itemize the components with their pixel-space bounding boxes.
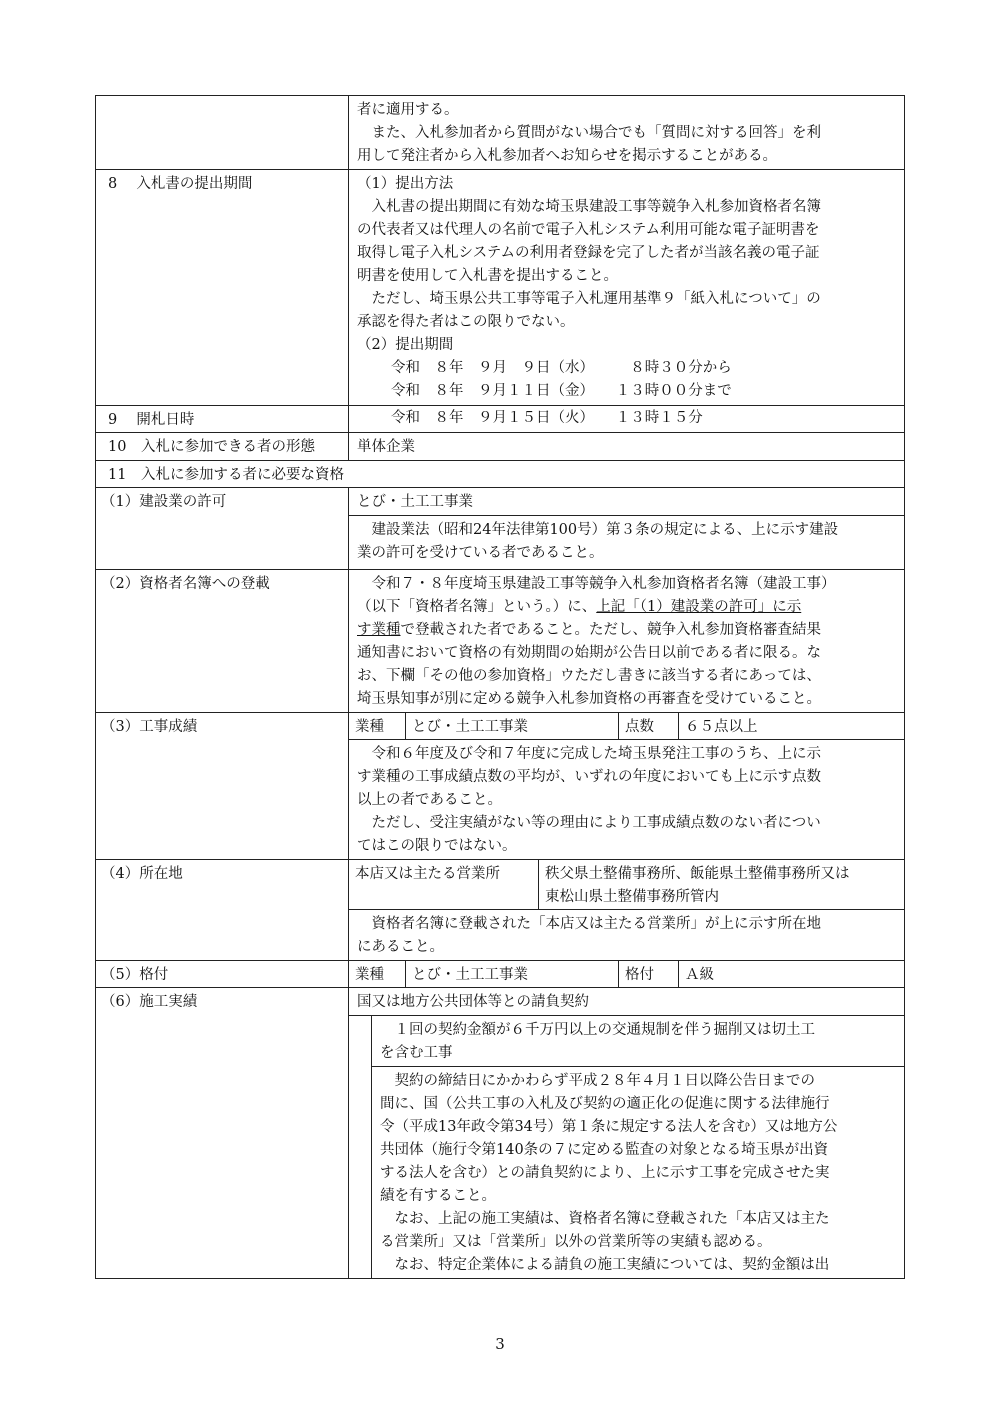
text-line: 契約の締結日にかかわらず平成２８年４月１日以降公告日までの: [380, 1073, 815, 1089]
row-registry-listing: [95, 570, 905, 713]
location-note: [349, 910, 904, 960]
text-line: １回の契約金額が６千万円以上の交通規制を伴う掘削又は切土工: [380, 1022, 815, 1038]
text-line: の代表者又は代理人の名前で電子入札システム利用可能な電子証明書を: [357, 222, 820, 238]
text-line: る営業所」又は「営業所」以外の営業所等の実績も認める。: [380, 1234, 772, 1250]
text-line: 績を有すること。: [380, 1188, 496, 1204]
period-to: 令和 ８年 ９月１１日（金） １３時００分まで: [391, 383, 732, 399]
text-line: 業の許可を受けている者であること。: [357, 545, 604, 561]
section-title: （1）提出方法: [357, 176, 454, 192]
row-label: （2）資格者名簿への登載: [96, 570, 349, 712]
row-value: [349, 961, 904, 987]
license-type: とび・土工工事業: [349, 488, 904, 516]
document-table: [95, 95, 905, 1279]
text-line: す業種の工事成績点数の平均が、いずれの年度においても上に示す点数: [357, 769, 821, 785]
row-value: [349, 433, 904, 460]
text-line: 承認を得た者はこの限りでない。: [357, 314, 575, 330]
grade-grid: [349, 961, 904, 987]
text-segment: で登載された者であること。ただし、競争入札参加資格審査結果: [400, 622, 821, 638]
text-line: 埼玉県知事が別に定める競争入札参加資格の再審査を受けていること。: [357, 691, 821, 707]
text-line: 令（平成13年政令第34号）第１条に規定する法人を含む）又は地方公: [380, 1119, 838, 1135]
location-grid: [349, 860, 904, 910]
office-value: [539, 860, 904, 909]
text-line: [357, 596, 898, 619]
row-label: （3）工事成績: [96, 713, 349, 859]
score-label: 点数: [619, 713, 679, 739]
text-line: する法人を含む）との請負契約により、上に示す工事を完成させた実: [380, 1165, 830, 1181]
row-participant-form: [95, 433, 905, 461]
row-value: [349, 713, 904, 859]
text-line: ただし、埼玉県公共工事等電子入札運用基準９「紙入札について」の: [357, 291, 821, 307]
grade-value: Ａ級: [685, 967, 714, 983]
score-value: ６５点以上: [685, 719, 758, 735]
row-value: [349, 96, 904, 169]
row-location: [95, 860, 905, 961]
nested-cell: [371, 1016, 904, 1278]
text-line: にあること。: [357, 939, 444, 955]
office-label: 本店又は主たる営業所: [349, 860, 539, 909]
row-value: [349, 170, 904, 405]
type-value: とび・土工工事業: [406, 713, 619, 739]
text-segment: （以下「資格者名簿」という。）に、: [357, 599, 597, 615]
row-construction-record: [95, 988, 905, 1279]
text-line: 用して発注者から入札参加者へお知らせを掲示することがある。: [357, 148, 778, 164]
text-line: 者に適用する。: [357, 102, 459, 118]
text-line: 建設業法（昭和24年法律第100号）第３条の規定による、上に示す建設: [357, 522, 839, 538]
row-label: 9 開札日時: [96, 406, 349, 432]
text-line: ただし、受注実績がない等の理由により工事成績点数のない者につい: [357, 815, 821, 831]
row-continuation: [95, 95, 905, 170]
text-line: なお、上記の施工実績は、資格者名簿に登載された「本店又は主た: [380, 1211, 830, 1227]
type-value: とび・土工工事業: [406, 961, 619, 987]
schedule: [349, 357, 904, 405]
row-label: 11 入札に参加する者に必要な資格: [108, 467, 344, 483]
text-line: また、入札参加者から質問がない場合でも「質問に対する回答」を利: [357, 125, 821, 141]
row-label: （1）建設業の許可: [96, 488, 349, 569]
opening-datetime: 令和 ８年 ９月１５日（火） １３時１５分: [391, 410, 703, 426]
row-label: （4）所在地: [96, 860, 349, 960]
text-line: を含む工事: [380, 1045, 453, 1061]
period-from: 令和 ８年 ９月 ９日（水） ８時３０分から: [391, 360, 732, 376]
text-line: 共団体（施行令第140条の７に定める監査の対象となる埼玉県が出資: [380, 1142, 829, 1158]
row-construction-performance: [95, 713, 905, 860]
text-line: 通知書において資格の有効期間の始期が公告日以前である者に限る。な: [357, 645, 821, 661]
record-note: [372, 1067, 904, 1278]
grade-label: 格付: [619, 961, 679, 987]
row-value: [349, 988, 904, 1278]
type-label: 業種: [349, 961, 406, 987]
text-line: なお、特定企業体による請負の施工実績については、契約金額は出: [380, 1257, 830, 1273]
text-line: [357, 619, 898, 642]
text-line: てはこの限りではない。: [357, 838, 517, 854]
row-value: [349, 406, 904, 432]
section-title: （2）提出期間: [357, 337, 454, 353]
performance-note: [349, 740, 904, 859]
row-bid-submission-period: [95, 170, 905, 406]
row-label-empty: [96, 96, 349, 169]
row-required-qualifications: [95, 461, 905, 488]
underlined-text: す業種: [357, 622, 401, 638]
contract-type: 国又は地方公共団体等との請負契約: [349, 988, 904, 1016]
participant-form-value: 単体企業: [357, 439, 415, 455]
text-line: お、下欄「その他の参加資格」ウただし書きに該当する者にあっては、: [357, 668, 821, 684]
performance-grid: [349, 713, 904, 740]
row-grade: [95, 961, 905, 988]
text-line: 取得し電子入札システムの利用者登録を完了した者が当該名義の電子証: [357, 245, 820, 261]
row-opening-datetime: [95, 406, 905, 433]
text-line: 秩父県土整備事務所、飯能県土整備事務所又は: [545, 866, 850, 882]
text-line: 明書を使用して入札書を提出すること。: [357, 268, 618, 284]
text-line: 入札書の提出期間に有効な埼玉県建設工事等競争入札参加資格者名簿: [357, 199, 821, 215]
row-construction-license: [95, 488, 905, 570]
text-line: 以上の者であること。: [357, 792, 502, 808]
underlined-text: 上記「（1）建設業の許可」に示: [596, 599, 802, 615]
work-description: [372, 1016, 904, 1067]
text-line: 東松山県土整備事務所管内: [545, 889, 719, 905]
type-label: 業種: [349, 713, 406, 739]
row-label: 10 入札に参加できる者の形態: [96, 433, 349, 460]
row-value: [349, 488, 904, 569]
row-label: （5）格付: [96, 961, 349, 987]
text-line: 令和７・８年度埼玉県建設工事等競争入札参加資格者名簿（建設工事）: [357, 576, 836, 592]
text-line: 資格者名簿に登載された「本店又は主たる営業所」が上に示す所在地: [357, 916, 821, 932]
text-line: 令和６年度及び令和７年度に完成した埼玉県発注工事のうち、上に示: [357, 746, 821, 762]
license-note: [349, 516, 904, 569]
row-label: 8 入札書の提出期間: [96, 170, 349, 405]
row-label: （6）施工実績: [96, 988, 349, 1278]
text-line: 間に、国（公共工事の入札及び契約の適正化の促進に関する法律施行: [380, 1096, 830, 1112]
row-value: [349, 860, 904, 960]
row-value: [349, 570, 904, 712]
page-number: 3: [495, 1335, 505, 1353]
